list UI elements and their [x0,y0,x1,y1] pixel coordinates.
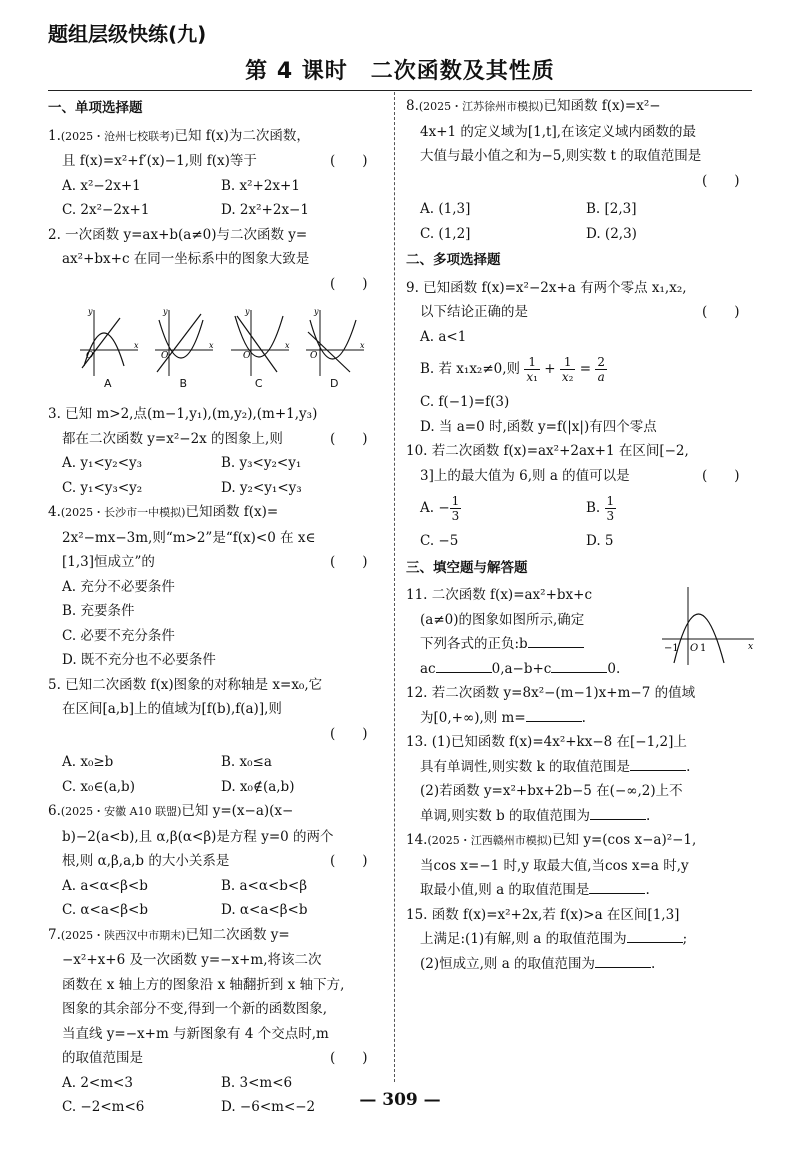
answer-paren: ( ) [330,430,368,447]
question-14: 14.(2025・江西赣州市模拟)已知 y=(cos x−a)²−1, 当cos x=−1 时,y 取最大值,当cos x=a 时,y 取最小值,则 a 的取值范围是 . [406,832,697,898]
question-6: 6.(2025・安徽 A10 联盟)已知 y=(x−a)(x− b)−2(a<b),且 α,β(α<β)是方程 y=0 的两个 根,则 α,β,a,b 的大小关系是 ( ) A. a<α<β<b B. a<α<b<β C. α<a<β<b D. α<a<β<b [48,799,380,923]
right-column [406,94,752,976]
option-c: C. f(−1)=f(3) [420,394,510,410]
svg-text:O: O [690,643,699,654]
option-a: A. a<1 [420,328,467,345]
fraction: $\frac{1}{\text{x₁}}$ [526,355,538,384]
question-source: (2025・江西赣州市模拟) [427,834,553,847]
option-c: C. x₀∈(a,b) [62,778,135,795]
option-b: B. $\frac{1}{3}$ [586,494,615,523]
answer-paren: ( ) [330,554,368,570]
answer-blank[interactable] [590,805,646,820]
svg-text:O: O [85,351,94,361]
svg-text:x: x [748,642,754,652]
question-15: 15. 函数 f(x)=x²+2x,若 f(x)>a 在区间[1,3] 上满足:(1)有解,则 a 的取值范围为 ; (2)恒成立,则 a 的取值范围为 . [406,906,688,972]
question-11: 11. 二次函数 f(x)=ax²+bx+c (a≠0)的图象如图所示,确定 下列各式的正负:b ac 0,a−b+c 0. −1 O 1 x [406,583,752,681]
option-b: B. 3<m<6 [221,1074,293,1091]
graph-d-plot [302,306,366,378]
svg-text:x: x [209,341,214,350]
answer-blank[interactable] [551,658,607,673]
option-d: D. α<a<β<b [221,902,308,918]
option-b: B. 若 x₁x₂≠0,则 $\frac{1}{\text{x₁}}$ + $\frac{1}{\text{x₂}}$ = $\frac{2}{a}$ [420,355,605,384]
column-divider [394,92,395,1082]
section-heading-single-choice: 一、单项选择题 [48,100,143,116]
graph-b [151,306,215,390]
answer-paren: ( ) [702,467,740,484]
question-12: 12. 若二次函数 y=8x²−(m−1)x+m−7 的值域 为[0,+∞),则 m= . [406,685,696,726]
section-heading-fill-blank: 三、填空题与解答题 [406,559,528,576]
header-rule [48,90,752,91]
option-b: B. y₃<y₂<y₁ [221,455,302,471]
option-a: A. a<α<β<b [62,877,148,894]
option-a: A. 2<m<3 [62,1074,133,1091]
option-a: A. 充分不必要条件 [62,578,175,595]
answer-blank[interactable] [528,633,584,648]
question-4: 4.(2025・长沙市一中模拟)已知函数 f(x)= 2x²−mx−3m,则“m>2”是“f(x)<0 在 x∈ [1,3]恒成立”的 ( ) A. 充分不必要条件 B. 充要条件 C. 必要不充分条件 D. 既不充分也不必要条件 [48,500,380,673]
answer-paren: ( ) [330,275,368,292]
question-source: (2025・沧州七校联考) [60,129,175,143]
graph-label: D [330,376,339,390]
q11-parabola-graph [658,583,758,667]
svg-text:x: x [133,341,139,350]
question-10: 10. 若二次函数 f(x)=ax²+2ax+1 在区间[−2, 3]上的最大值为 6,则 a 的值可以是 ( ) A. − $\frac{1}{3}$ B. $\frac{1}{3}$ C. −5 D. 5 [406,439,752,554]
lesson-title: 第 4 课时 二次函数及其性质 [245,59,555,84]
option-a: A. x₀≥b [62,754,114,770]
svg-text:O: O [310,351,318,361]
question-source: (2025・江苏徐州市模拟) [418,100,544,113]
svg-text:x: x [360,341,365,350]
option-d: D. (2,3) [586,225,637,242]
graph-options [48,296,380,390]
graph-c-plot [227,306,291,378]
graph-c [227,306,291,390]
option-d: D. 当 a=0 时,函数 y=f(|x|)有四个零点 [420,418,657,435]
series-title: 题组层级快练(九) [48,22,207,46]
option-a: A. x²−2x+1 [62,177,141,194]
page-number: — 309 — [359,1090,441,1110]
option-d: D. y₂<y₁<y₃ [221,479,302,496]
option-b: B. a<α<b<β [221,877,308,894]
option-c: C. (1,2] [420,225,471,242]
left-column [48,94,380,1120]
graph-b-plot [151,306,215,378]
page-header [48,18,752,86]
svg-text:1: 1 [700,643,707,654]
graph-a-plot [76,306,140,378]
answer-paren: ( ) [330,725,368,742]
question-8: 8.(2025・江苏徐州市模拟)已知函数 f(x)=x²− 4x+1 的定义域为[1,t],在该定义域内函数的最 大值与最小值之和为−5,则实数 t 的取值范围是 ( ) A. (1,3] B. [2,3] C. (1,2] D. (2,3) [406,94,752,246]
option-c: C. 2x²−2x+1 [62,202,150,218]
option-c: C. −5 [420,533,459,549]
question-source: (2025・陕西汉中市期末) [60,928,186,942]
option-c: C. −2<m<6 [62,1099,145,1115]
answer-paren: ( ) [330,853,368,869]
option-b: B. [2,3] [586,201,637,217]
answer-paren: ( ) [330,153,368,169]
question-5: 5. 已知二次函数 f(x)图象的对称轴是 x=x₀,它 在区间[a,b]上的值域为[f(b),f(a)],则 ( ) A. x₀≥b B. x₀≤a C. x₀∈(a,b) D. x₀∉(a,b) [48,673,380,800]
svg-text:O: O [161,351,169,361]
option-c: C. 必要不充分条件 [62,627,175,644]
svg-text:y: y [163,307,168,316]
option-b: B. 充要条件 [62,603,135,619]
svg-text:O: O [242,351,251,361]
option-d: D. 既不充分也不必要条件 [62,652,216,668]
question-source: (2025・安徽 A10 联盟) [60,805,182,818]
option-d: D. 2x²+2x−1 [221,202,309,218]
graph-a [76,306,140,390]
question-3: 3. 已知 m>2,点(m−1,y₁),(m,y₂),(m+1,y₃) 都在二次函数 y=x²−2x 的图象上,则 ( ) A. y₁<y₂<y₃ B. y₃<y₂<y₁ C. y₁<y₃<y₂ D. y₂<y₁<y₃ [48,402,380,500]
option-a: A. y₁<y₂<y₃ [62,455,143,471]
option-a: A. − $\frac{1}{3}$ [420,494,460,523]
answer-paren: ( ) [702,172,740,189]
option-d: D. −6<m<−2 [221,1099,316,1115]
fraction: $\frac{1}{\text{x₂}}$ [561,355,574,384]
answer-paren: ( ) [330,1050,368,1066]
answer-blank[interactable] [526,707,582,722]
option-a: A. (1,3] [420,201,471,217]
graph-label: B [179,376,188,390]
question-source: (2025・长沙市一中模拟) [60,506,186,519]
fraction: $\frac{1}{3}$ [451,494,460,523]
svg-text:y: y [87,307,93,316]
fraction: $\frac{1}{3}$ [606,494,615,523]
fraction: $\frac{2}{a}$ [597,355,605,384]
option-b: B. x²+2x+1 [221,177,300,194]
option-d: D. 5 [586,533,614,549]
question-9: 9. 已知函数 f(x)=x²−2x+a 有两个零点 x₁,x₂, 以下结论正确的是 ( ) A. a<1 B. 若 x₁x₂≠0,则 $\frac{1}{\text{x₁}}$ + $\frac{1}{\text{x₂}}$ = $\frac{2}{a}$ C. f(−1)=f(3) D. 当 a=0 时,函数 y=f(|x|)有四个零点 [406,276,752,440]
graph-label: A [103,376,112,390]
svg-text:−1: −1 [664,643,679,654]
answer-blank[interactable] [630,756,686,771]
option-c: C. y₁<y₃<y₂ [62,479,143,496]
answer-blank[interactable] [589,879,645,894]
question-7: 7.(2025・陕西汉中市期末)已知二次函数 y= −x²+x+6 及一次函数 y=−x+m,将该二次 函数在 x 轴上方的图象沿 x 轴翻折到 x 轴下方, 图象的其余部分不变,得到一个新的函数图象, 当直线 y=−x+m 与新图象有 4 个交点时,m 的取值范围是 ( ) A. 2<m<3 B. 3<m<6 C. −2<m<6 D. −6<m<−2 [48,923,380,1120]
q11-parabola-plot [658,583,758,667]
answer-blank[interactable] [436,658,492,673]
section-heading-multi-choice: 二、多项选择题 [406,252,501,268]
svg-text:y: y [314,307,319,316]
svg-text:y: y [244,307,250,316]
question-13: 13. (1)已知函数 f(x)=4x²+kx−8 在[−1,2]上 具有单调性,则实数 k 的取值范围是 . (2)若函数 y=x²+bx+2b−5 在(−∞,2)上不 单调,则实数 b 的取值范围为 . [406,734,691,824]
graph-d [302,306,366,390]
option-c: C. α<a<β<b [62,902,148,918]
question-2: 2. 一次函数 y=ax+b(a≠0)与二次函数 y= ax²+bx+c 在同一坐标系中的图象大致是 ( ) O x y A O x y B O x y C O x y D [48,223,380,391]
answer-blank[interactable] [627,928,683,943]
graph-label: C [254,376,263,390]
answer-blank[interactable] [595,953,651,968]
answer-paren: ( ) [702,304,740,320]
option-d: D. x₀∉(a,b) [221,778,295,795]
svg-text:x: x [284,341,290,350]
option-b: B. x₀≤a [221,754,272,770]
question-1: 1.(2025・沧州七校联考)已知 f(x)为二次函数， 且 f(x)=x²+f′(x)−1,则 f(x)等于 ( ) A. x²−2x+1 B. x²+2x+1 C. 2x²−2x+1 D. 2x²+2x−1 [48,124,380,223]
